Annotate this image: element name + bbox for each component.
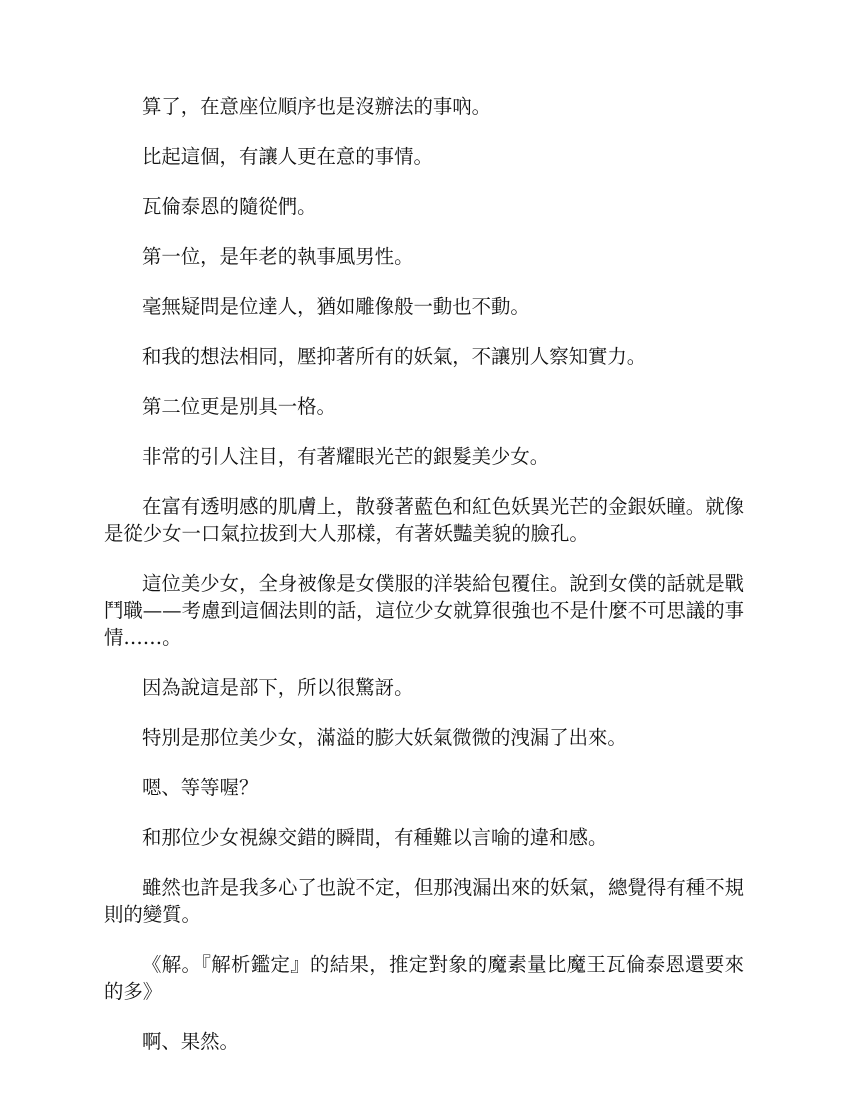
paragraph: 在富有透明感的肌膚上，散發著藍色和紅色妖異光芒的金銀妖瞳。就像是從少女一口氣拉拔到大人那樣，有著妖豔美貌的臉孔。 bbox=[104, 495, 744, 545]
paragraph: 第二位更是別具一格。 bbox=[142, 395, 336, 418]
paragraph: 特別是那位美少女，滿溢的膨大妖氣微微的洩漏了出來。 bbox=[142, 726, 627, 749]
paragraph: 《解。『解析鑑定』的結果，推定對象的魔素量比魔王瓦倫泰恩還要來的多》 bbox=[104, 953, 744, 1003]
paragraph: 這位美少女，全身被像是女僕服的洋裝給包覆住。說到女僕的話就是戰鬥職——考慮到這個法則的話，這位少女就算很強也不是什麼不可思議的事情……。 bbox=[104, 572, 744, 649]
paragraph: 雖然也許是我多心了也說不定，但那洩漏出來的妖氣，總覺得有種不規則的變質。 bbox=[104, 876, 744, 926]
paragraph: 比起這個，有讓人更在意的事情。 bbox=[142, 145, 433, 168]
paragraph: 瓦倫泰恩的隨從們。 bbox=[142, 195, 317, 218]
paragraph: 嗯、等等喔？ bbox=[142, 776, 259, 799]
paragraph: 算了，在意座位順序也是沒辦法的事吶。 bbox=[142, 95, 492, 118]
paragraph: 啊、果然。 bbox=[142, 1030, 239, 1053]
paragraph: 第一位，是年老的執事風男性。 bbox=[142, 245, 414, 268]
document-page bbox=[104, 93, 744, 1078]
paragraph: 毫無疑問是位達人，猶如雕像般一動也不動。 bbox=[142, 295, 530, 318]
paragraph: 和我的想法相同，壓抑著所有的妖氣，不讓別人察知實力。 bbox=[142, 345, 647, 368]
paragraph: 非常的引人注目，有著耀眼光芒的銀髮美少女。 bbox=[142, 445, 550, 468]
paragraph: 和那位少女視線交錯的瞬間，有種難以言喻的違和感。 bbox=[142, 826, 608, 849]
paragraph: 因為說這是部下，所以很驚訝。 bbox=[142, 676, 414, 699]
